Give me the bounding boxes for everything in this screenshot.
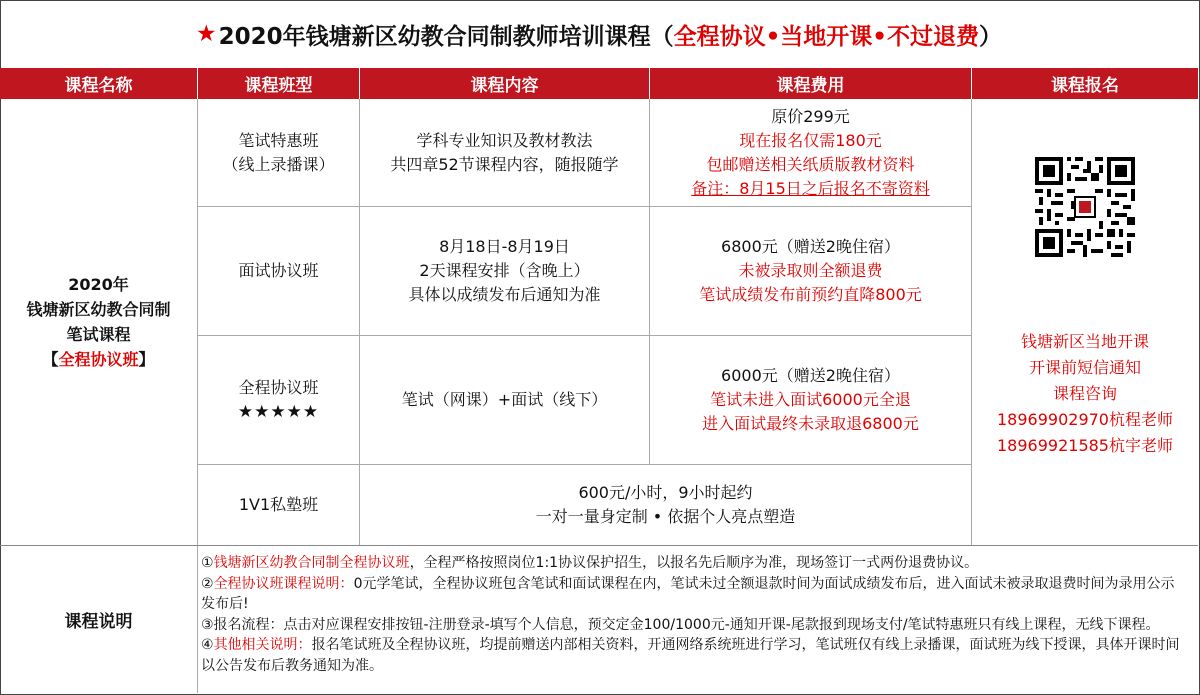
course-name-line4: 【全程协议班】 (42, 350, 155, 369)
row2-content-line2: 2天课程安排（含晚上） (419, 261, 590, 280)
row3-content-line1: 笔试（网课）+面试（线下） (401, 390, 608, 409)
signup-line1: 钱塘新区当地开课 (1020, 332, 1149, 351)
header-course-type: 课程班型 (198, 68, 360, 99)
signup-line3: 课程咨询 (1052, 384, 1117, 403)
signup-line2: 开课前短信通知 (1028, 358, 1141, 377)
row1-fee-line4: 备注：8月15日之后报名不寄资料 (691, 178, 930, 198)
note-4: ④其他相关说明：报名笔试班及全程协议班，均提前赠送内部相关资料，开通网络系统班进行学习，笔试班仅有线上录播课，面试班为线下授课，具体开课时间以公告发布后教务通知为准。 (201, 637, 1180, 674)
title-main: 2020年钱塘新区幼教合同制教师培训课程（ (218, 23, 674, 50)
row3-type (198, 336, 360, 465)
row4-merged-line1: 600元/小时，9小时起约 (578, 483, 753, 502)
row1-type (198, 99, 360, 207)
row2-type (198, 207, 360, 336)
row2-type-line1: 面试协议班 (238, 261, 319, 280)
note-1: ①钱塘新区幼教合同制全程协议班，全程严格按照岗位1:1协议保护招生，以报名先后顺序为准，现场签订一式两份退费协议。 (201, 555, 979, 571)
course-name-line1: 2020年 (68, 275, 129, 294)
qr-code-icon[interactable] (1035, 157, 1135, 257)
header-course-signup: 课程报名 (972, 68, 1198, 99)
row3-content (360, 336, 650, 465)
row1-type-line1: 笔试特惠班 (238, 130, 319, 150)
row2-content-line1: 8月18日-8月19日 (439, 237, 570, 256)
course-name-line2: 钱塘新区幼教合同制 (26, 300, 171, 319)
row1-fee-line1: 原价299元 (771, 106, 850, 126)
signup-phone-1[interactable]: 18969902970杭程老师 (997, 410, 1173, 429)
note-3: ③报名流程：点击对应课程安排按钮-注册登录-填写个人信息，预交定金100/1000元-通知开课-尾款报到现场支付/笔试特惠班只有线上课程，无线下课程。 (201, 616, 1160, 633)
row4-type-line1: 1V1私塾班 (238, 495, 319, 514)
notes-body (198, 546, 1198, 693)
header-course-name: 课程名称 (0, 68, 198, 99)
row2-fee-line2: 未被录取则全额退费 (738, 261, 883, 280)
notes-divider (0, 545, 1198, 546)
row1-fee-line2: 现在报名仅需180元 (739, 130, 882, 150)
row3-fee-line2: 笔试未进入面试6000元全退 (710, 390, 911, 409)
row1-content (360, 99, 650, 207)
row4-type (198, 465, 360, 546)
row1-content-line1: 学科专业知识及教材教法 (416, 130, 593, 150)
note-2: ②全程协议班课程说明：0元学笔试，全程协议班包含笔试和面试课程在内，笔试未过全额退款时间为面试成绩发布后，进入面试未被录取退费时间为录用公示发布后! (201, 575, 1175, 612)
row2-fee (650, 207, 972, 336)
row3-fee-line1: 6000元（赠送2晚住宿） (721, 366, 900, 385)
rating-stars-icon: ★★★★★ (237, 402, 320, 422)
course-name-cell (0, 99, 198, 546)
row3-type-line1: 全程协议班 (238, 378, 319, 397)
row2-fee-line1: 6800元（赠送2晚住宿） (721, 237, 900, 256)
row1-fee-line3: 包邮赠送相关纸质版教材资料 (706, 154, 915, 174)
row1-content-line2: 共四章52节课程内容，随报随学 (390, 154, 619, 174)
title-close: ） (979, 23, 1003, 50)
row3-fee (650, 336, 972, 465)
row4-merged-line2: 一对一量身定制 • 依据个人亮点塑造 (535, 507, 796, 526)
course-name-line3: 笔试课程 (66, 325, 131, 344)
signup-cell (972, 99, 1198, 546)
row2-fee-line3: 笔试成绩发布前预约直降800元 (699, 285, 922, 304)
row1-fee (650, 99, 972, 207)
row1-type-line2: （线上录播课） (222, 154, 335, 174)
page-title (0, 0, 1198, 69)
signup-phone-2[interactable]: 18969921585杭宇老师 (997, 436, 1173, 455)
header-course-content: 课程内容 (360, 68, 650, 99)
row3-fee-line3: 进入面试最终未录取退6800元 (702, 414, 919, 433)
notes-label: 课程说明 (0, 546, 198, 693)
star-icon: ★ (195, 21, 217, 47)
row2-content-line3: 具体以成绩发布后通知为准 (408, 285, 601, 304)
row2-content (360, 207, 650, 336)
header-course-fee: 课程费用 (650, 68, 972, 99)
row4-merged (360, 465, 972, 546)
title-highlight: 全程协议•当地开课•不过退费 (673, 23, 980, 50)
